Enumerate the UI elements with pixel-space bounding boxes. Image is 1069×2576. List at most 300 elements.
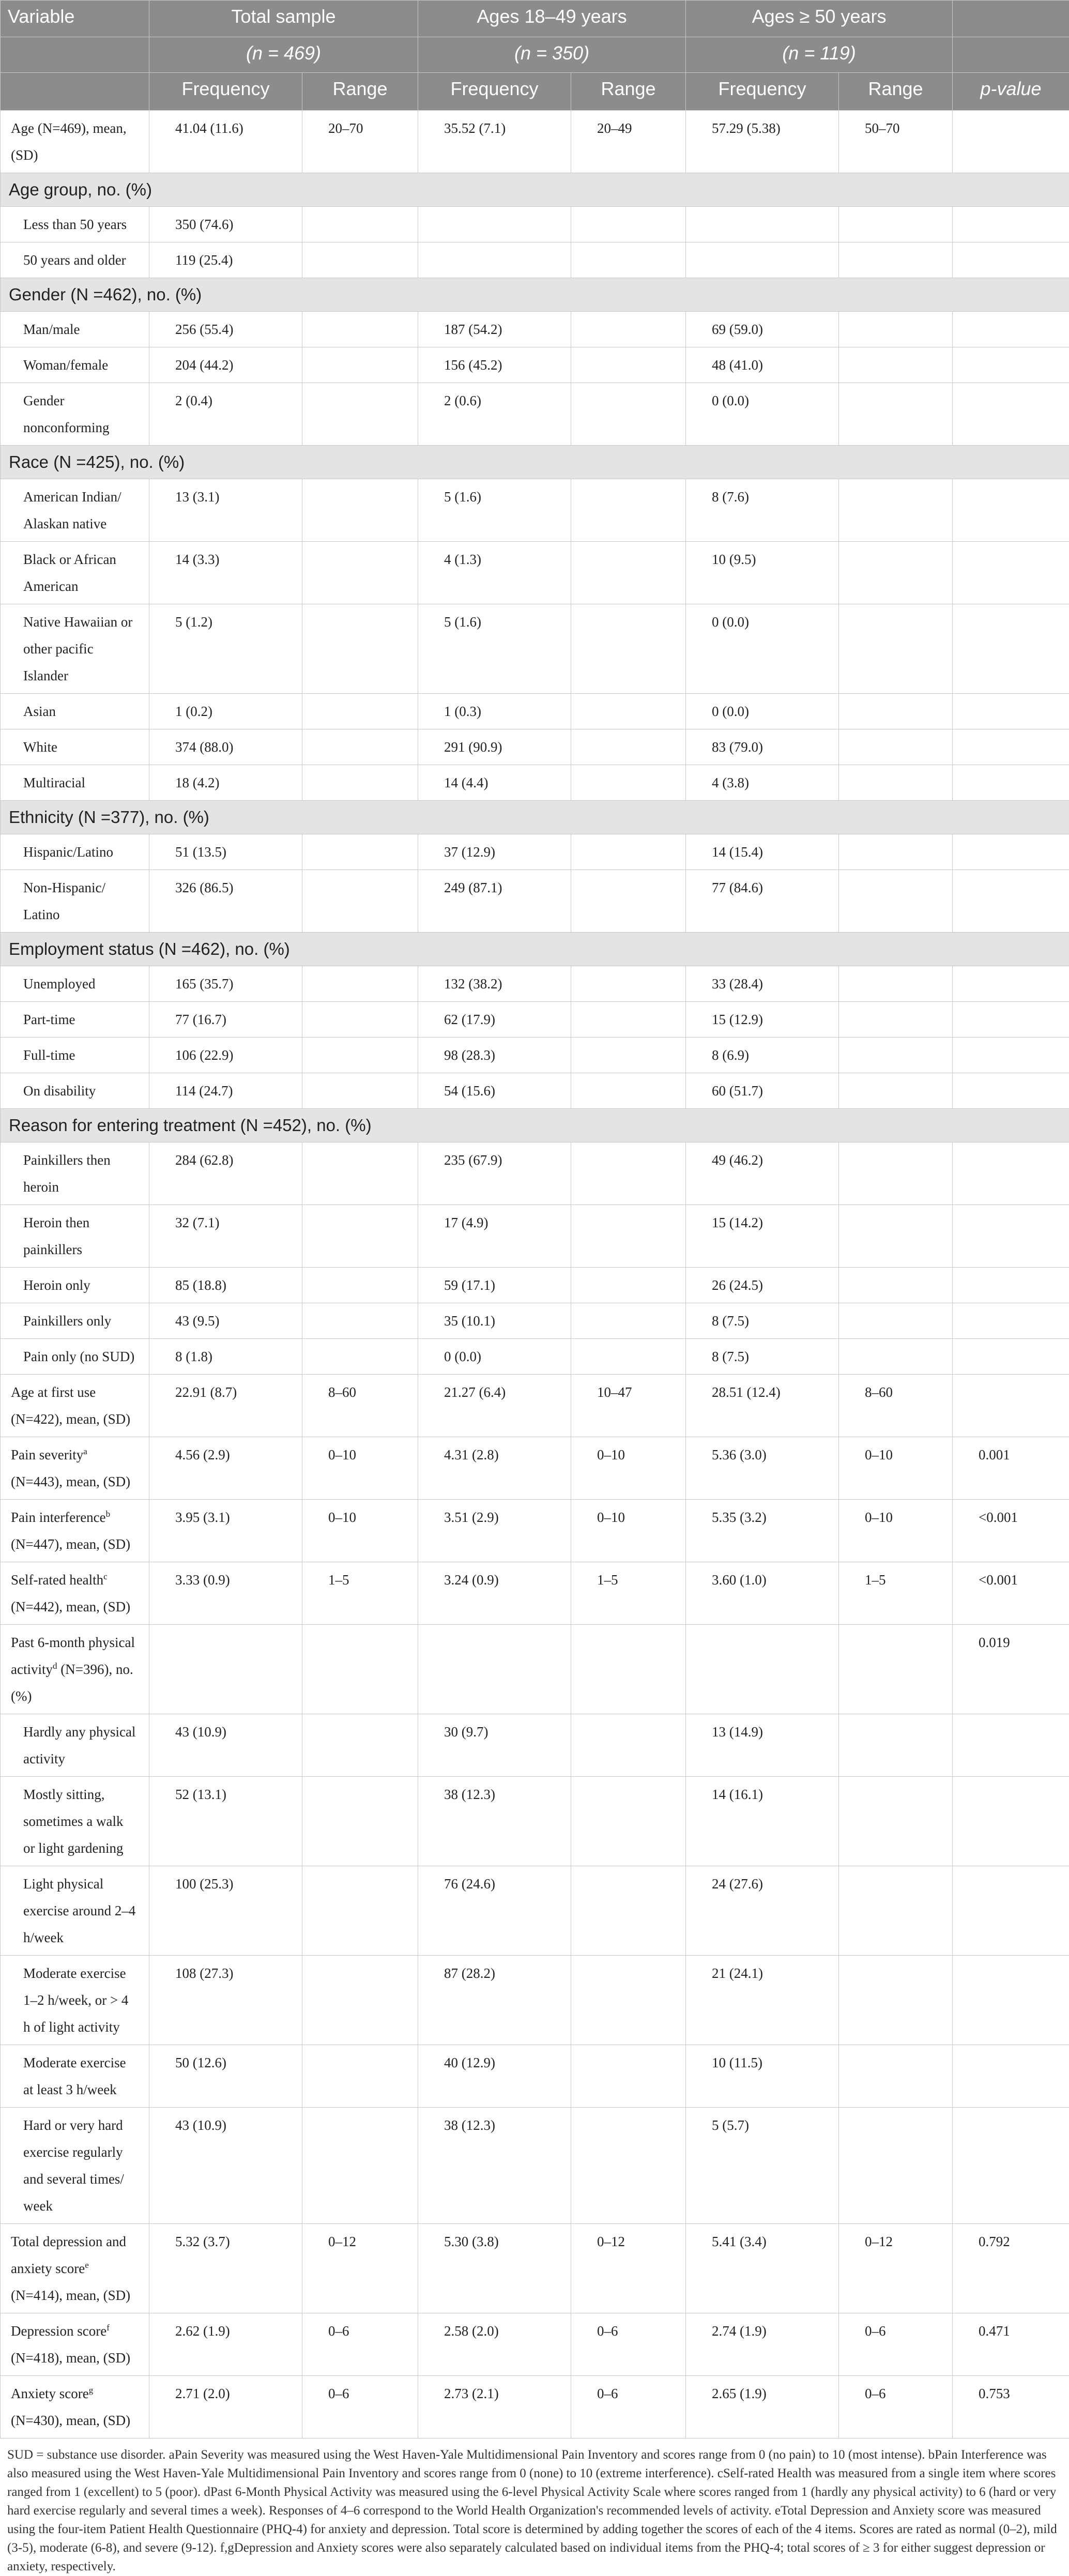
table-cell [571, 834, 686, 870]
table-cell [302, 1714, 418, 1777]
table-cell [571, 870, 686, 933]
table-cell [953, 1339, 1069, 1375]
table-cell: 5.36 (3.0) [686, 1437, 839, 1500]
table-cell [953, 347, 1069, 383]
table-cell: 0–10 [302, 1500, 418, 1562]
table-cell: 15 (12.9) [686, 1002, 839, 1038]
section-row [1, 933, 1069, 966]
table-cell [839, 1625, 953, 1714]
table-cell [302, 1142, 418, 1205]
table-cell: <0.001 [953, 1562, 1069, 1625]
table-cell [953, 479, 1069, 542]
table-cell: 2.71 (2.0) [149, 2376, 302, 2438]
row-label-text: Hard or very hard exercise regularly and several times/ week [23, 2117, 124, 2214]
row-label [1, 1562, 149, 1625]
table-cell: 106 (22.9) [149, 1038, 302, 1073]
row-label-text: Man/male [23, 322, 80, 337]
table-cell [839, 1866, 953, 1956]
row-label-text: Anxiety score [11, 2386, 89, 2401]
table-cell: 51 (13.5) [149, 834, 302, 870]
row-label [1, 1375, 149, 1437]
header-empty [1, 37, 149, 73]
row-label-text: Hispanic/Latino [23, 844, 113, 860]
row-label-text: On disability [23, 1083, 96, 1099]
row-label-text: Multiracial [23, 775, 85, 790]
row-label-text: Pain severity [11, 1447, 83, 1462]
table-cell [418, 1625, 571, 1714]
table-cell: 41.04 (11.6) [149, 111, 302, 173]
row-label [1, 383, 149, 446]
table-cell: 5 (1.2) [149, 604, 302, 694]
table-cell: 256 (55.4) [149, 312, 302, 347]
table-cell [302, 604, 418, 694]
table-cell: 14 (15.4) [686, 834, 839, 870]
table-cell [953, 2108, 1069, 2224]
table-cell: 5.41 (3.4) [686, 2224, 839, 2313]
section-label: Ethnicity (N =377), no. (%) [1, 801, 1069, 834]
row-label [1, 2313, 149, 2376]
row-label-text: Pain interference [11, 1510, 106, 1525]
table-cell [571, 1339, 686, 1375]
table-cell: 249 (87.1) [418, 870, 571, 933]
table-cell: 38 (12.3) [418, 1777, 571, 1866]
row-label-text: Heroin then painkillers [23, 1215, 89, 1257]
table-cell [953, 1038, 1069, 1073]
table-cell: 2.62 (1.9) [149, 2313, 302, 2376]
table-cell: 204 (44.2) [149, 347, 302, 383]
table-cell [839, 1268, 953, 1303]
header-group-50plus: Ages ≥ 50 years [686, 1, 953, 37]
table-cell [571, 1625, 686, 1714]
table-cell: 5.35 (3.2) [686, 1500, 839, 1562]
table-cell: 0–6 [302, 2313, 418, 2376]
table-cell: 4 (1.3) [418, 542, 571, 604]
table-cell: 69 (59.0) [686, 312, 839, 347]
row-label-text: Less than 50 years [23, 217, 127, 232]
table-cell [302, 242, 418, 278]
header-frequency: Frequency [418, 73, 571, 111]
table-cell [686, 207, 839, 242]
row-label-text: Gender nonconforming [23, 393, 109, 435]
row-label-text: White [23, 739, 57, 755]
table-cell: 8 (7.5) [686, 1339, 839, 1375]
table-cell: 14 (16.1) [686, 1777, 839, 1866]
table-cell: 37 (12.9) [418, 834, 571, 870]
row-label [1, 207, 149, 242]
table-cell: 32 (7.1) [149, 1205, 302, 1268]
table-cell [302, 729, 418, 765]
table-cell: 1–5 [571, 1562, 686, 1625]
table-cell: 0.792 [953, 2224, 1069, 2313]
table-cell: 350 (74.6) [149, 207, 302, 242]
row-label-text: Native Hawaiian or other pacific Islander [23, 614, 132, 683]
table-cell [839, 2045, 953, 2108]
table-row [1, 207, 1069, 242]
table-cell: 8 (7.5) [686, 1303, 839, 1339]
table-cell: 30 (9.7) [418, 1714, 571, 1777]
table-cell [571, 1866, 686, 1956]
table-row [1, 966, 1069, 1002]
table-cell [953, 1866, 1069, 1956]
table-cell [686, 1625, 839, 1714]
table-footnote: SUD = substance use disorder. aPain Severity was measured using the West Haven-Yale Multidimensional Pain Inventory and scores range from 0 (no pain) to 10 (most intense). bPain Interference was also measured using the West Haven-Yale Multidimensional Pain Inventory and scores range from 0 (none) to 10 (extreme interference). cSelf-rated Health was measured from a single item where scores ranged from 1 (excellent) to 5 (poor). dPast 6-Month Physical Activity was measured using the 6-level Physical Activity Scale where scores ranged from 1 (hardly any physical activity) to 6 (hard or very hard exercise regularly and several times a week). Responses of 4–6 correspond to the World Health Organization's recommended levels of activity. eTotal Depression and Anxiety score was measured using the four-item Patient Health Questionnaire (PHQ-4) for anxiety and depression. Total score is determined by adding together the scores of each of the 4 items. Scores are rated as normal (0–2), mild (3-5), moderate (6-8), and severe (9-12). f,gDepression and Anxiety scores were also separately calculated based on individual items from the PHQ-4; total scores of ≥ 3 for either suggest depression or anxiety, respectively. [0, 2438, 1069, 2576]
table-cell: 8 (1.8) [149, 1339, 302, 1375]
row-label [1, 242, 149, 278]
table-cell: 0.019 [953, 1625, 1069, 1714]
table-cell: 0–6 [839, 2376, 953, 2438]
table-cell: 15 (14.2) [686, 1205, 839, 1268]
table-cell [953, 2045, 1069, 2108]
table-cell [302, 1073, 418, 1109]
table-cell: <0.001 [953, 1500, 1069, 1562]
table-cell: 0.753 [953, 2376, 1069, 2438]
table-cell [953, 242, 1069, 278]
table-cell [571, 1714, 686, 1777]
table-cell: 98 (28.3) [418, 1038, 571, 1073]
row-label-text: (N=443), mean, (SD) [11, 1474, 130, 1489]
table-cell [839, 694, 953, 729]
table-cell: 0–6 [839, 2313, 953, 2376]
table-cell [302, 2108, 418, 2224]
table-cell: 8 (7.6) [686, 479, 839, 542]
table-cell [953, 966, 1069, 1002]
table-cell: 0–10 [571, 1500, 686, 1562]
table-cell: 83 (79.0) [686, 729, 839, 765]
row-label-text: Age (N=469), mean, (SD) [11, 120, 127, 163]
table-cell: 3.51 (2.9) [418, 1500, 571, 1562]
header-range: Range [839, 73, 953, 111]
row-label [1, 1866, 149, 1956]
table-row [1, 1437, 1069, 1500]
table-cell: 35 (10.1) [418, 1303, 571, 1339]
table-row [1, 1142, 1069, 1205]
table-cell [839, 479, 953, 542]
row-label [1, 604, 149, 694]
table-cell: 108 (27.3) [149, 1956, 302, 2045]
section-label: Race (N =425), no. (%) [1, 446, 1069, 479]
table-cell [953, 694, 1069, 729]
table-cell [571, 2045, 686, 2108]
table-cell: 2 (0.4) [149, 383, 302, 446]
row-label-text: (N=447), mean, (SD) [11, 1536, 130, 1552]
table-cell: 14 (4.4) [418, 765, 571, 801]
table-cell: 4 (3.8) [686, 765, 839, 801]
header-empty [953, 37, 1069, 73]
table-row [1, 1562, 1069, 1625]
table-row [1, 383, 1069, 446]
table-cell [571, 1777, 686, 1866]
table-cell [302, 207, 418, 242]
table-cell [839, 383, 953, 446]
table-cell: 8–60 [839, 1375, 953, 1437]
table-cell: 76 (24.6) [418, 1866, 571, 1956]
row-label [1, 2224, 149, 2313]
table-cell: 8 (6.9) [686, 1038, 839, 1073]
table-cell [839, 1142, 953, 1205]
table-cell: 3.33 (0.9) [149, 1562, 302, 1625]
table-cell: 100 (25.3) [149, 1866, 302, 1956]
table-cell [839, 1002, 953, 1038]
table-cell [571, 383, 686, 446]
table-cell: 2.74 (1.9) [686, 2313, 839, 2376]
table-cell: 43 (9.5) [149, 1303, 302, 1339]
table-cell: 21.27 (6.4) [418, 1375, 571, 1437]
table-cell: 1 (0.2) [149, 694, 302, 729]
table-cell: 2.58 (2.0) [418, 2313, 571, 2376]
table-cell: 0–10 [839, 1500, 953, 1562]
table-cell: 26 (24.5) [686, 1268, 839, 1303]
table-cell [571, 1073, 686, 1109]
table-cell [571, 1268, 686, 1303]
table-row [1, 479, 1069, 542]
row-label-text: Hardly any physical activity [23, 1724, 135, 1766]
table-cell: 5 (5.7) [686, 2108, 839, 2224]
table-cell [571, 1038, 686, 1073]
header-pvalue: p-value [953, 73, 1069, 111]
table-cell: 62 (17.9) [418, 1002, 571, 1038]
table-cell [302, 1777, 418, 1866]
table-cell: 374 (88.0) [149, 729, 302, 765]
table-cell [571, 1205, 686, 1268]
row-label-text: Mostly sitting, sometimes a walk or light gardening [23, 1787, 123, 1856]
table-cell: 0–10 [571, 1437, 686, 1500]
table-cell [302, 765, 418, 801]
row-label-text: (N=442), mean, (SD) [11, 1599, 130, 1614]
row-label-text: Painkillers then heroin [23, 1152, 111, 1195]
table-cell [839, 765, 953, 801]
table-cell [302, 1205, 418, 1268]
table-cell: 57.29 (5.38) [686, 111, 839, 173]
table-cell: 35.52 (7.1) [418, 111, 571, 173]
table-cell [839, 2108, 953, 2224]
table-cell: 0–12 [302, 2224, 418, 2313]
row-label [1, 1073, 149, 1109]
table-cell [839, 966, 953, 1002]
table-cell [839, 1956, 953, 2045]
table-cell [953, 834, 1069, 870]
table-cell: 2 (0.6) [418, 383, 571, 446]
table-row [1, 1038, 1069, 1073]
table-cell [839, 729, 953, 765]
table-cell: 165 (35.7) [149, 966, 302, 1002]
table-cell [571, 1002, 686, 1038]
table-cell: 13 (14.9) [686, 1714, 839, 1777]
table-cell [839, 1038, 953, 1073]
table-cell [571, 479, 686, 542]
table-cell [418, 207, 571, 242]
row-label [1, 765, 149, 801]
table-cell: 0 (0.0) [686, 694, 839, 729]
table-cell [571, 1303, 686, 1339]
table-row [1, 1866, 1069, 1956]
table-row [1, 1956, 1069, 2045]
table-cell [571, 1142, 686, 1205]
row-label [1, 2376, 149, 2438]
table-cell [418, 242, 571, 278]
table-cell: 1 (0.3) [418, 694, 571, 729]
table-row [1, 242, 1069, 278]
table-row [1, 1268, 1069, 1303]
section-label: Age group, no. (%) [1, 173, 1069, 207]
table-cell [302, 347, 418, 383]
table-cell [571, 765, 686, 801]
row-label [1, 2045, 149, 2108]
table-cell [953, 1205, 1069, 1268]
table-cell: 0 (0.0) [686, 604, 839, 694]
table-row [1, 694, 1069, 729]
table-cell [302, 312, 418, 347]
table-cell: 1–5 [302, 1562, 418, 1625]
table-cell [953, 1142, 1069, 1205]
table-cell [302, 1303, 418, 1339]
table-cell [953, 312, 1069, 347]
table-cell [953, 383, 1069, 446]
table-cell: 17 (4.9) [418, 1205, 571, 1268]
table-cell [953, 1714, 1069, 1777]
section-row [1, 446, 1069, 479]
header-n-total: (n = 469) [149, 37, 418, 73]
table-cell: 43 (10.9) [149, 2108, 302, 2224]
row-label [1, 966, 149, 1002]
table-row [1, 1205, 1069, 1268]
row-label [1, 1303, 149, 1339]
footnote-marker: c [103, 1572, 108, 1581]
table-cell: 119 (25.4) [149, 242, 302, 278]
table-cell: 77 (16.7) [149, 1002, 302, 1038]
table-cell: 326 (86.5) [149, 870, 302, 933]
table-row [1, 1714, 1069, 1777]
table-cell: 0–6 [571, 2376, 686, 2438]
table-cell [839, 1303, 953, 1339]
table-cell: 0 (0.0) [686, 383, 839, 446]
table-cell: 3.95 (3.1) [149, 1500, 302, 1562]
section-label: Employment status (N =462), no. (%) [1, 933, 1069, 966]
row-label-text: Pain only (no SUD) [23, 1349, 134, 1364]
footnote-marker: g [89, 2385, 94, 2395]
row-label [1, 694, 149, 729]
table-cell: 13 (3.1) [149, 479, 302, 542]
table-row [1, 834, 1069, 870]
row-label-text: Non-Hispanic/ Latino [23, 880, 105, 922]
table-cell [302, 479, 418, 542]
table-cell [953, 207, 1069, 242]
table-cell [571, 242, 686, 278]
row-label-text: Unemployed [23, 976, 95, 992]
footnote-marker: b [106, 1509, 111, 1519]
row-label-text: American Indian/ Alaskan native [23, 489, 121, 531]
row-label [1, 834, 149, 870]
table-cell: 291 (90.9) [418, 729, 571, 765]
table-cell: 10 (11.5) [686, 2045, 839, 2108]
table-cell [571, 604, 686, 694]
table-cell: 87 (28.2) [418, 1956, 571, 2045]
header-frequency: Frequency [686, 73, 839, 111]
row-label [1, 542, 149, 604]
table-cell: 22.91 (8.7) [149, 1375, 302, 1437]
table-cell [953, 1956, 1069, 2045]
section-row [1, 278, 1069, 312]
table-cell [839, 1205, 953, 1268]
table-cell: 0–12 [571, 2224, 686, 2313]
table-cell [302, 694, 418, 729]
table-row [1, 1339, 1069, 1375]
table-row [1, 2045, 1069, 2108]
row-label-text: Painkillers only [23, 1313, 111, 1329]
table-cell [571, 347, 686, 383]
table-cell: 0.001 [953, 1437, 1069, 1500]
row-label-text: (N=414), mean, (SD) [11, 2288, 130, 2303]
header-range: Range [302, 73, 418, 111]
row-label [1, 347, 149, 383]
row-label-text: Total depression and anxiety score [11, 2234, 126, 2276]
table-cell: 59 (17.1) [418, 1268, 571, 1303]
table-cell: 60 (51.7) [686, 1073, 839, 1109]
table-cell [839, 1714, 953, 1777]
row-label-text: Asian [23, 704, 56, 719]
table-cell: 28.51 (12.4) [686, 1375, 839, 1437]
section-row [1, 1109, 1069, 1142]
row-label [1, 1002, 149, 1038]
table-cell: 156 (45.2) [418, 347, 571, 383]
row-label [1, 1339, 149, 1375]
row-label [1, 1714, 149, 1777]
table-cell [302, 870, 418, 933]
table-cell: 38 (12.3) [418, 2108, 571, 2224]
table-cell [839, 347, 953, 383]
table-cell: 0 (0.0) [418, 1339, 571, 1375]
row-label [1, 1205, 149, 1268]
table-cell [571, 966, 686, 1002]
row-label [1, 1142, 149, 1205]
table-cell [953, 1002, 1069, 1038]
row-label-text: Woman/female [23, 357, 108, 373]
table-cell [839, 604, 953, 694]
table-cell: 54 (15.6) [418, 1073, 571, 1109]
header-n-18-49: (n = 350) [418, 37, 686, 73]
table-cell [953, 1268, 1069, 1303]
table-cell: 10–47 [571, 1375, 686, 1437]
table-row [1, 729, 1069, 765]
table-cell [839, 312, 953, 347]
table-row [1, 1500, 1069, 1562]
table-header [1, 1, 1069, 111]
table-cell: 132 (38.2) [418, 966, 571, 1002]
row-label [1, 1956, 149, 2045]
row-label-text: Heroin only [23, 1277, 90, 1293]
table-cell [953, 1375, 1069, 1437]
row-label-text: Full-time [23, 1047, 75, 1063]
header-range: Range [571, 73, 686, 111]
row-label [1, 1268, 149, 1303]
table-cell [571, 207, 686, 242]
table-cell: 3.60 (1.0) [686, 1562, 839, 1625]
footnote-marker: e [85, 2260, 89, 2270]
table-cell: 8–60 [302, 1375, 418, 1437]
table-cell: 235 (67.9) [418, 1142, 571, 1205]
section-label: Reason for entering treatment (N =452), no. (%) [1, 1109, 1069, 1142]
table-cell [302, 1002, 418, 1038]
table-cell: 20–49 [571, 111, 686, 173]
table-cell [953, 729, 1069, 765]
table-cell [302, 383, 418, 446]
row-label [1, 729, 149, 765]
table-cell: 5 (1.6) [418, 479, 571, 542]
table-cell: 24 (27.6) [686, 1866, 839, 1956]
table-cell [686, 242, 839, 278]
row-label [1, 479, 149, 542]
table-cell: 85 (18.8) [149, 1268, 302, 1303]
table-cell [953, 870, 1069, 933]
